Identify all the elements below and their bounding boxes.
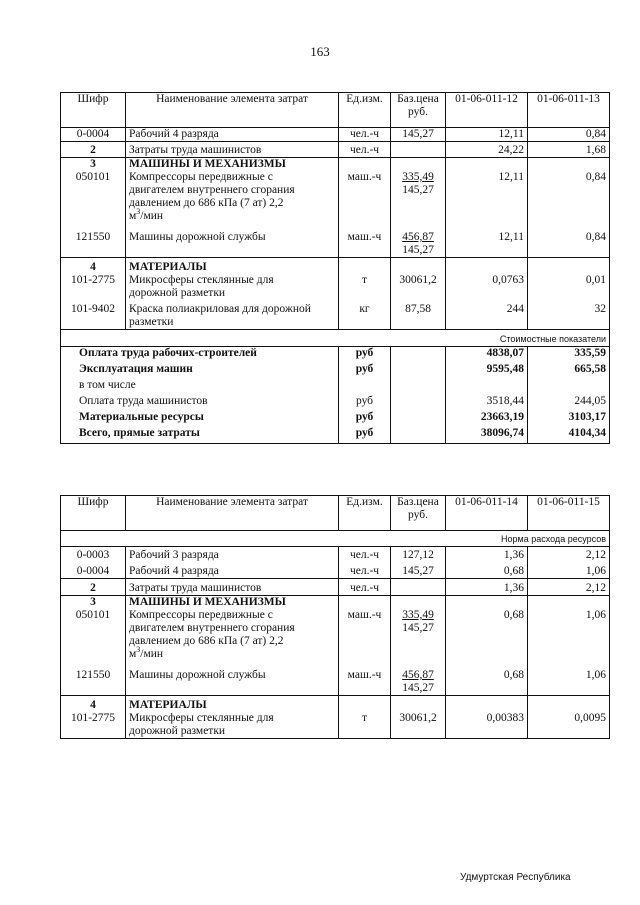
row-name: Микросферы стеклянные для дорожной разметки xyxy=(126,274,339,300)
row-price: 127,12 xyxy=(391,547,446,563)
row-unit: чел.-ч xyxy=(339,579,391,596)
header-price: Баз.цена руб. xyxy=(391,496,446,531)
estimate-table-2 xyxy=(60,495,610,739)
total-name: Оплата труда рабочих-строителей xyxy=(61,347,339,364)
row-name: Рабочий 4 разряда xyxy=(126,128,339,142)
row-value-b: 0,84 xyxy=(528,223,610,258)
header-col-a: 01-06-011-12 xyxy=(446,93,528,128)
total-name: Эксплуатация машин xyxy=(61,363,339,379)
header-unit: Ед.изм. xyxy=(339,93,391,128)
caption-row xyxy=(61,531,610,547)
header-unit: Ед.изм. xyxy=(339,496,391,531)
section-row xyxy=(61,158,610,172)
total-name: Всего, прямые затраты xyxy=(61,427,339,444)
total-unit: руб xyxy=(339,395,391,411)
table-row xyxy=(61,223,610,258)
row-code: 050101 xyxy=(61,171,126,223)
row-code: 0-0004 xyxy=(61,562,126,579)
row-unit: чел.-ч xyxy=(339,547,391,563)
header-col-b: 01-06-011-15 xyxy=(528,496,610,531)
section-title: МАТЕРИАЛЫ xyxy=(126,696,339,713)
row-value-a: 0,68 xyxy=(446,661,528,696)
row-value-b: 1,06 xyxy=(528,562,610,579)
row-name: Рабочий 3 разряда xyxy=(126,547,339,563)
total-row xyxy=(61,379,610,395)
table-row xyxy=(61,547,610,563)
row-value-b: 1,06 xyxy=(528,661,610,696)
table-header xyxy=(61,93,610,128)
header-col-b: 01-06-011-13 xyxy=(528,93,610,128)
row-name: Рабочий 4 разряда xyxy=(126,562,339,579)
table-row xyxy=(61,300,610,330)
row-price: 456,87 145,27 xyxy=(391,223,446,258)
total-name: Материальные ресурсы xyxy=(61,411,339,427)
total-value-a: 23663,19 xyxy=(446,411,528,427)
total-row xyxy=(61,427,610,444)
table-row xyxy=(61,274,610,300)
row-value-b: 0,0095 xyxy=(528,712,610,739)
page-number: 163 xyxy=(310,44,330,59)
header-price: Баз.цена руб. xyxy=(391,93,446,128)
total-unit: руб xyxy=(339,347,391,364)
section-number: 3 xyxy=(61,158,126,172)
row-unit: чел.-ч xyxy=(339,128,391,142)
row-unit: маш.-ч xyxy=(339,661,391,696)
row-name: Затраты труда машинистов xyxy=(126,142,339,158)
total-value-b: 244,05 xyxy=(528,395,610,411)
table-row xyxy=(61,562,610,579)
row-price: 335,49 145,27 xyxy=(391,171,446,223)
row-value-a: 12,11 xyxy=(446,171,528,223)
row-value-b: 2,12 xyxy=(528,547,610,563)
row-value-b: 1,06 xyxy=(528,609,610,661)
row-value-a: 0,00383 xyxy=(446,712,528,739)
table-row xyxy=(61,142,610,158)
row-name: Компрессоры передвижные с двигателем внутреннего сгорания давлением до 686 кПа (7 ат) 2,2 $м^3$/мин xyxy=(126,609,339,661)
header-name: Наименование элемента затрат xyxy=(126,93,339,128)
total-unit: руб xyxy=(339,363,391,379)
caption-row xyxy=(61,330,610,347)
row-name: Компрессоры передвижные с двигателем внутреннего сгорания давлением до 686 кПа (7 ат) 2,2 $м^3$/мин xyxy=(126,171,339,223)
row-value-a: 24,22 xyxy=(446,142,528,158)
row-price xyxy=(391,579,446,596)
row-name: Микросферы стеклянные для дорожной разметки xyxy=(126,712,339,739)
total-row xyxy=(61,395,610,411)
section-title: МАТЕРИАЛЫ xyxy=(126,258,339,275)
row-value-b: 2,12 xyxy=(528,579,610,596)
row-unit: маш.-ч xyxy=(339,609,391,661)
header-name: Наименование элемента затрат xyxy=(126,496,339,531)
row-price: 87,58 xyxy=(391,300,446,330)
row-code: 2 xyxy=(61,142,126,158)
row-price: 145,27 xyxy=(391,562,446,579)
row-code: 2 xyxy=(61,579,126,596)
row-code: 101-2775 xyxy=(61,274,126,300)
section-number: 4 xyxy=(61,258,126,275)
total-unit: руб xyxy=(339,427,391,444)
total-value-b: 3103,17 xyxy=(528,411,610,427)
total-row xyxy=(61,363,610,379)
section-title: МАШИНЫ И МЕХАНИЗМЫ xyxy=(126,158,339,172)
row-value-b: 1,68 xyxy=(528,142,610,158)
row-value-b: 32 xyxy=(528,300,610,330)
row-value-a: 1,36 xyxy=(446,547,528,563)
row-name: Краска полиакриловая для дорожной разметки xyxy=(126,300,339,330)
section-row xyxy=(61,258,610,275)
total-value-b: 335,59 xyxy=(528,347,610,364)
row-price: 30061,2 xyxy=(391,712,446,739)
row-code: 050101 xyxy=(61,609,126,661)
table-row xyxy=(61,661,610,696)
cost-caption: Стоимостные показатели xyxy=(446,330,610,347)
row-unit: маш.-ч xyxy=(339,171,391,223)
row-value-a: 12,11 xyxy=(446,223,528,258)
total-value-b: 4104,34 xyxy=(528,427,610,444)
row-unit: маш.-ч xyxy=(339,223,391,258)
row-unit: чел.-ч xyxy=(339,142,391,158)
row-value-a: 12,11 xyxy=(446,128,528,142)
row-value-a: 1,36 xyxy=(446,579,528,596)
row-code: 121550 xyxy=(61,223,126,258)
row-value-b: 0,01 xyxy=(528,274,610,300)
row-name: Машины дорожной службы xyxy=(126,223,339,258)
row-unit: кг xyxy=(339,300,391,330)
table-row xyxy=(61,579,610,596)
row-unit: т xyxy=(339,274,391,300)
row-value-a: 0,68 xyxy=(446,609,528,661)
row-price: 30061,2 xyxy=(391,274,446,300)
row-value-a: 0,68 xyxy=(446,562,528,579)
total-value-a: 3518,44 xyxy=(446,395,528,411)
row-value-b: 0,84 xyxy=(528,128,610,142)
row-unit: чел.-ч xyxy=(339,562,391,579)
total-value-a: 4838,07 xyxy=(446,347,528,364)
row-value-b: 0,84 xyxy=(528,171,610,223)
table-row xyxy=(61,171,610,223)
footer-region: Удмуртская Республика xyxy=(460,872,571,883)
row-price xyxy=(391,142,446,158)
header-code: Шифр xyxy=(61,496,126,531)
row-code: 101-9402 xyxy=(61,300,126,330)
total-row xyxy=(61,347,610,364)
total-name: в том числе xyxy=(61,379,339,395)
row-price: 456,87 145,27 xyxy=(391,661,446,696)
section-number: 3 xyxy=(61,596,126,610)
section-row xyxy=(61,596,610,610)
section-title: МАШИНЫ И МЕХАНИЗМЫ xyxy=(126,596,339,610)
section-number: 4 xyxy=(61,696,126,713)
table-row xyxy=(61,609,610,661)
total-name: Оплата труда машинистов xyxy=(61,395,339,411)
row-value-a: 244 xyxy=(446,300,528,330)
row-value-a: 0,0763 xyxy=(446,274,528,300)
row-name: Затраты труда машинистов xyxy=(126,579,339,596)
table-row xyxy=(61,712,610,739)
table-header xyxy=(61,496,610,531)
table-row xyxy=(61,128,610,142)
row-price: 335,49 145,27 xyxy=(391,609,446,661)
norm-caption: Норма расхода ресурсов xyxy=(446,531,610,547)
row-code: 121550 xyxy=(61,661,126,696)
total-unit: руб xyxy=(339,411,391,427)
total-row xyxy=(61,411,610,427)
row-code: 101-2775 xyxy=(61,712,126,739)
section-row xyxy=(61,696,610,713)
row-price: 145,27 xyxy=(391,128,446,142)
row-code: 0-0004 xyxy=(61,128,126,142)
row-code: 0-0003 xyxy=(61,547,126,563)
header-code: Шифр xyxy=(61,93,126,128)
estimate-table-1 xyxy=(60,92,610,444)
row-name: Машины дорожной службы xyxy=(126,661,339,696)
total-value-a: 38096,74 xyxy=(446,427,528,444)
row-unit: т xyxy=(339,712,391,739)
total-value-a: 9595,48 xyxy=(446,363,528,379)
total-value-b: 665,58 xyxy=(528,363,610,379)
header-col-a: 01-06-011-14 xyxy=(446,496,528,531)
